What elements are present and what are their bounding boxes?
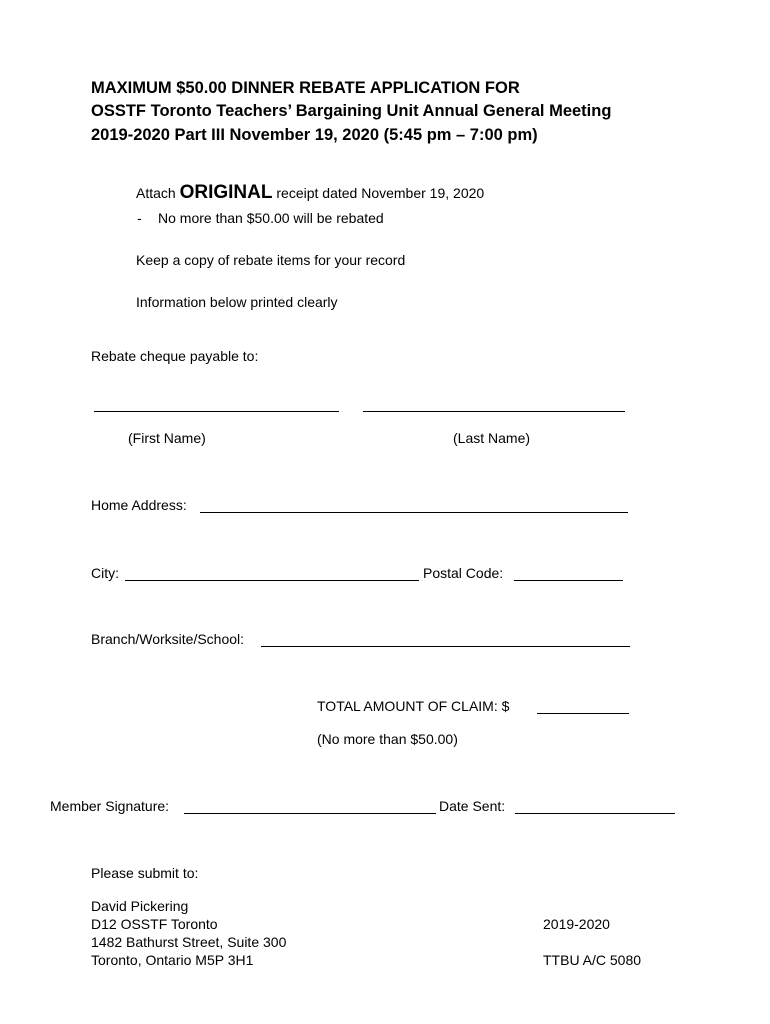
limit-bullet: - (137, 210, 142, 226)
city-label: City: (91, 565, 119, 581)
limit-note: No more than $50.00 will be rebated (158, 210, 384, 226)
page-title-line-3: 2019-2020 Part III November 19, 2020 (5:45 pm – 7:00 pm) (91, 126, 538, 144)
home-address-field[interactable] (200, 512, 628, 513)
submit-city: Toronto, Ontario M5P 3H1 (91, 952, 254, 968)
page-title-line-2: OSSTF Toronto Teachers’ Bargaining Unit Annual General Meeting (91, 102, 612, 120)
last-name-caption: (Last Name) (453, 430, 531, 446)
postal-code-label: Postal Code: (423, 565, 504, 581)
print-clearly-note: Information below printed clearly (136, 294, 338, 310)
keep-copy-note: Keep a copy of rebate items for your record (136, 252, 406, 268)
total-claim-field[interactable] (537, 713, 629, 714)
signature-label: Member Signature: (50, 798, 170, 814)
branch-label: Branch/Worksite/School: (91, 631, 245, 647)
attach-suffix: receipt dated November 19, 2020 (276, 185, 485, 201)
submit-org: D12 OSSTF Toronto (91, 916, 218, 932)
branch-field[interactable] (261, 646, 630, 647)
postal-code-field[interactable] (514, 580, 623, 581)
submit-name: David Pickering (91, 898, 189, 914)
city-field[interactable] (125, 580, 419, 581)
submit-street: 1482 Bathurst Street, Suite 300 (91, 934, 287, 950)
page-title-line-1: MAXIMUM $50.00 DINNER REBATE APPLICATION FOR (91, 79, 520, 97)
payable-to-label: Rebate cheque payable to: (91, 348, 259, 364)
first-name-field[interactable] (94, 411, 339, 412)
last-name-field[interactable] (363, 411, 625, 412)
submit-heading: Please submit to: (91, 865, 199, 881)
home-address-label: Home Address: (91, 497, 187, 513)
submit-account: TTBU A/C 5080 (543, 952, 642, 968)
date-sent-label: Date Sent: (439, 798, 506, 814)
total-claim-label: TOTAL AMOUNT OF CLAIM: $ (317, 698, 510, 714)
attach-prefix: Attach (136, 185, 176, 201)
signature-field[interactable] (184, 813, 436, 814)
date-sent-field[interactable] (515, 813, 675, 814)
attach-instruction (136, 182, 484, 204)
original-emphasis: ORIGINAL (179, 182, 273, 203)
submit-year: 2019-2020 (543, 916, 610, 932)
total-claim-note: (No more than $50.00) (317, 731, 458, 747)
first-name-caption: (First Name) (128, 430, 206, 446)
